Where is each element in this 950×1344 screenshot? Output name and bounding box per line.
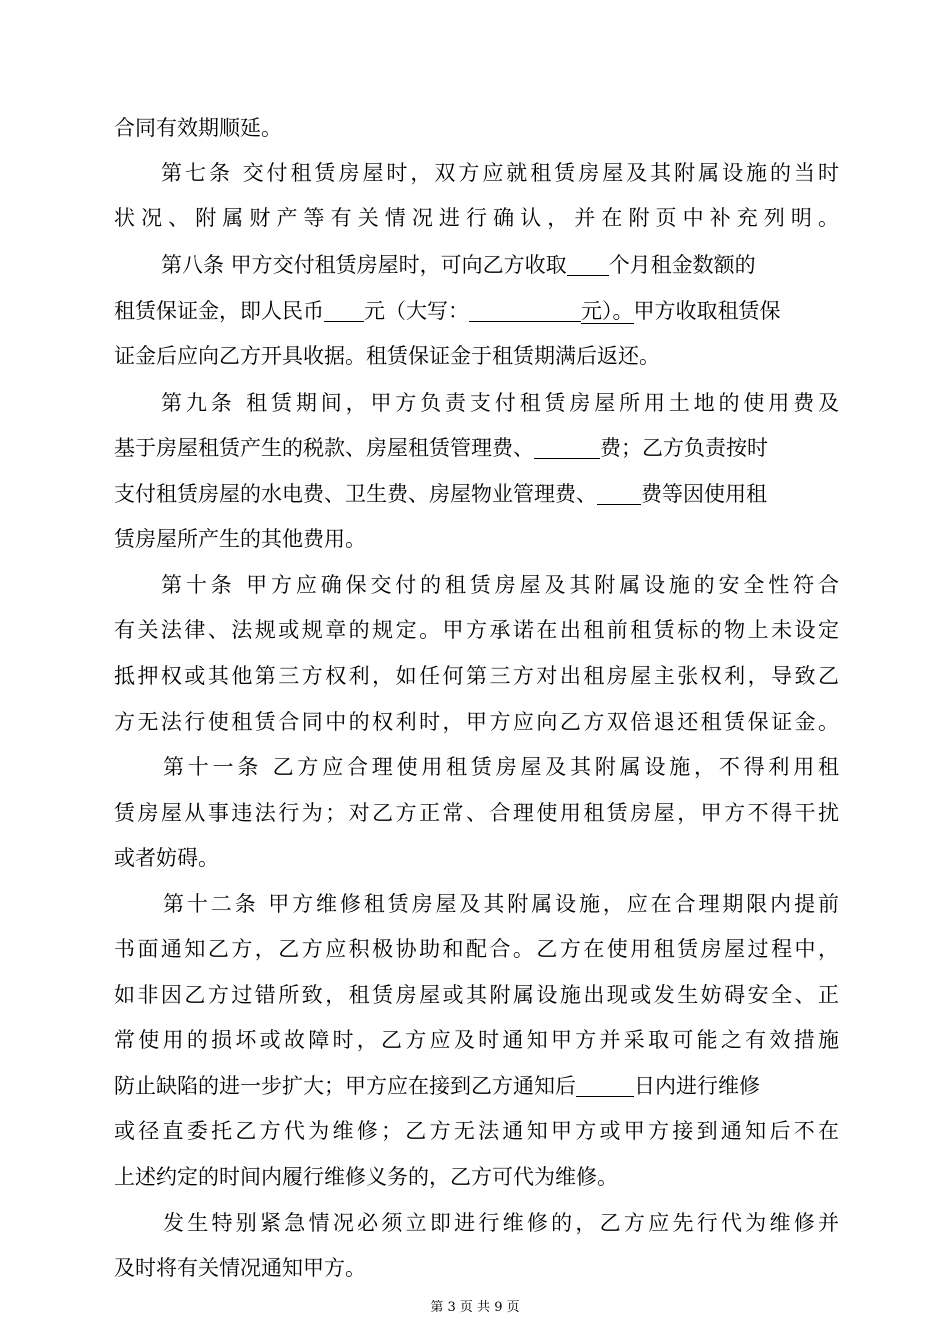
emergency-line-2: 及时将有关情况通知甲方。 (114, 1256, 366, 1280)
article-8-line-1 (114, 250, 839, 280)
text-segment: 费；乙方负责按时 (600, 436, 768, 460)
text-segment: 个月租金数额的 (608, 253, 756, 277)
emergency-line-1: 发生特别紧急情况必须立即进行维修的，乙方应先行代为维修并 (163, 1211, 839, 1235)
article-12-line-3: 如非因乙方过错所致，租赁房屋或其附属设施出现或发生妨碍安全、正 (114, 983, 839, 1007)
text-segment: 元）。 (581, 299, 634, 323)
article-11-line-3: 或者妨碍。 (114, 846, 219, 870)
blank-months (567, 251, 609, 276)
article-9-line-3 (114, 479, 839, 509)
blank-fee-1 (534, 434, 600, 459)
text-segment: 支付租赁房屋的水电费、卫生费、房屋物业管理费、 (114, 482, 597, 506)
article-11-line-2: 赁房屋从事违法行为；对乙方正常、合理使用租赁房屋，甲方不得干扰 (114, 801, 839, 825)
article-8-line-2 (114, 296, 839, 326)
article-12-line-1: 第十二条 甲方维修租赁房屋及其附属设施，应在合理期限内提前 (163, 892, 839, 916)
article-10-line-4: 方无法行使租赁合同中的权利时，甲方应向乙方双倍退还租赁保证金。 (114, 710, 839, 734)
text-segment: 日内进行维修 (634, 1074, 760, 1098)
article-12-line-5 (114, 1071, 839, 1101)
article-8-line-3: 证金后应向乙方开具收据。租赁保证金于租赁期满后返还。 (114, 344, 660, 368)
text-segment: 基于房屋租赁产生的税款、房屋租赁管理费、 (114, 436, 534, 460)
text-segment: 费等因使用租 (641, 482, 767, 506)
article-12-line-6: 或径直委托乙方代为维修；乙方无法通知甲方或甲方接到通知后不在 (114, 1119, 839, 1143)
article-10-line-3: 抵押权或其他第三方权利，如任何第三方对出租房屋主张权利，导致乙 (114, 664, 839, 688)
article-9-line-2 (114, 433, 839, 463)
text-segment: 甲方收取租赁保 (633, 299, 781, 323)
blank-days (576, 1072, 634, 1097)
page-footer: 第 3 页 共 9 页 (430, 1300, 520, 1315)
article-7-line-1: 第七条 交付租赁房屋时，双方应就租赁房屋及其附属设施的当时 (161, 161, 839, 185)
article-9-line-1: 第九条 租赁期间，甲方负责支付租赁房屋所用土地的使用费及 (161, 391, 839, 415)
text-segment: 元（大写： (364, 299, 469, 323)
article-9-line-4: 赁房屋所产生的其他费用。 (114, 527, 366, 551)
article-7-line-2: 状况、附属财产等有关情况进行确认，并在附页中补充列明。 (114, 206, 839, 230)
text-segment: 租赁保证金，即人民币 (114, 299, 324, 323)
text-segment: 防止缺陷的进一步扩大；甲方应在接到乙方通知后 (114, 1074, 576, 1098)
article-10-line-1: 第十条 甲方应确保交付的租赁房屋及其附属设施的安全性符合 (161, 573, 839, 597)
article-12-line-4: 常使用的损坏或故障时，乙方应及时通知甲方并采取可能之有效措施 (114, 1028, 839, 1052)
blank-amount-uppercase (469, 297, 581, 322)
article-12-line-7: 上述约定的时间内履行维修义务的，乙方可代为维修。 (114, 1165, 618, 1189)
article-10-line-2: 有关法律、法规或规章的规定。甲方承诺在出租前租赁标的物上未设定 (114, 618, 839, 642)
blank-amount (324, 297, 364, 322)
text-line: 合同有效期顺延。 (114, 116, 282, 140)
blank-fee-2 (597, 480, 641, 505)
article-12-line-2: 书面通知乙方，乙方应积极协助和配合。乙方在使用租赁房屋过程中， (114, 937, 839, 961)
article-11-line-1: 第十一条 乙方应合理使用租赁房屋及其附属设施，不得利用租 (163, 755, 839, 779)
text-segment: 第八条 甲方交付租赁房屋时，可向乙方收取 (161, 253, 567, 277)
